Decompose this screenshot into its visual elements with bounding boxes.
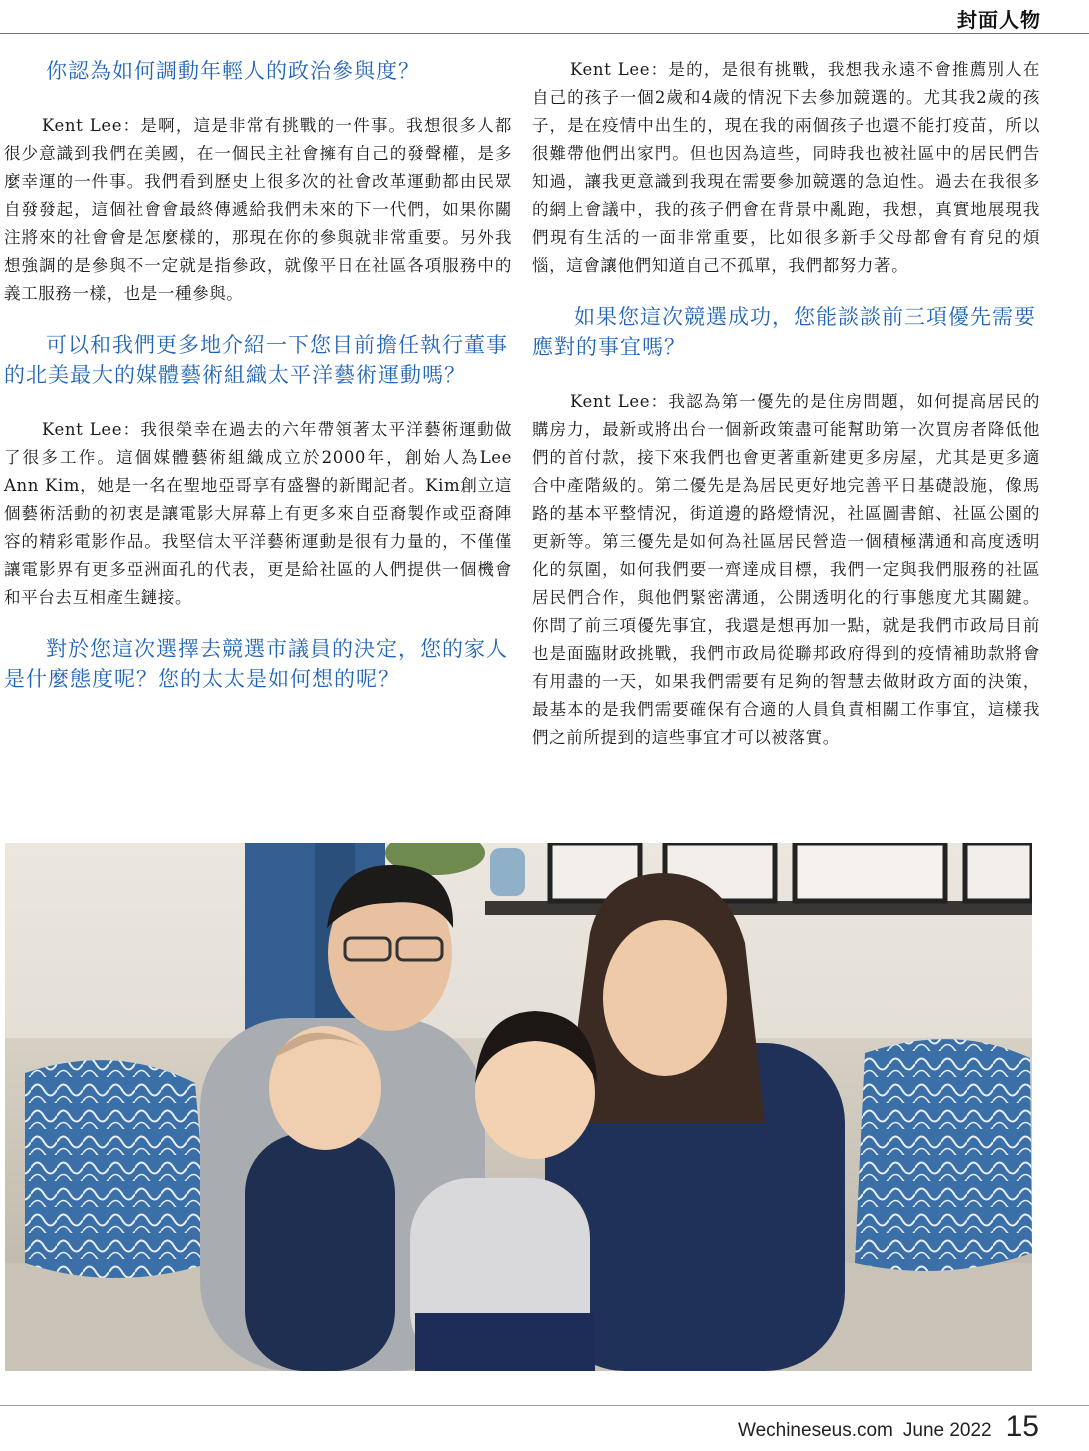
footer-divider bbox=[0, 1405, 1089, 1406]
section-label: 封面人物 bbox=[957, 8, 1041, 32]
family-photo-icon bbox=[5, 843, 1032, 1371]
left-column bbox=[4, 56, 512, 694]
page-number: 15 bbox=[1005, 1410, 1039, 1443]
question-heading: 如果您這次競選成功，您能談談前三項優先需要應對的事宜嗎？ bbox=[532, 305, 1036, 359]
answer-paragraph: Kent Lee：我認為第一優先的是住房問題，如何提高居民的購房力，最新或將出台一個新政策盡可能幫助第一次買房者降低他們的首付款，接下來我們也會更著重新建更多房屋，尤其是更多適合中產階級的。第二優先是為居民更好地完善平日基礎設施，像馬路的基本平整情況，街道邊的路燈情況，社區圖書館、社區公園的更新等。第三優先是如何為社區居民營造一個積極溝通和高度透明化的氛圍，如何我們要一齊達成目標，我們一定與我們服務的社區居民們合作，與他們緊密溝通，公開透明化的行事態度尤其關鍵。你問了前三項優先事宜，我還是想再加一點，就是我們市政局目前也是面臨財政挑戰，我們市政局從聯邦政府得到的疫情補助款將會有用盡的一天，如果我們需要有足夠的智慧去做財政方面的決策，最基本的是我們需要確保有合適的人員負責相關工作事宜，這樣我們之前所提到的這些事宜才可以被落實。 bbox=[532, 392, 1040, 747]
right-column bbox=[532, 56, 1040, 752]
question-heading: 可以和我們更多地介紹一下您目前擔任執行董事的北美最大的媒體藝術組織太平洋藝術運動嗎？ bbox=[4, 333, 508, 387]
answer-paragraph: Kent Lee：我很榮幸在過去的六年帶領著太平洋藝術運動做了很多工作。這個媒體藝術組織成立於2000年，創始人為Lee Ann Kim，她是一名在聖地亞哥享有盛譽的新聞記者。Kim創立這個藝術活動的初衷是讓電影大屏幕上有更多來自亞裔製作或亞裔陣容的精彩電影作品。我堅信太平洋藝術運動是很有力量的，不僅僅讓電影界有更多亞洲面孔的代表，更是給社區的人們提供一個機會和平台去互相產生鏈接。 bbox=[4, 420, 512, 607]
header-divider bbox=[0, 33, 1089, 34]
question-heading: 你認為如何調動年輕人的政治參與度？ bbox=[46, 59, 420, 83]
footer-website: Wechineseus.com bbox=[737, 1420, 893, 1441]
answer-paragraph: Kent Lee：是的，是很有挑戰，我想我永遠不會推薦別人在自己的孩子一個2歲和4歲的情況下去參加競選的。尤其我2歲的孩子，是在疫情中出生的，現在我的兩個孩子也還不能打疫苗，所以很難帶他們出家門。但也因為這些，同時我也被社區中的居民們告知過，讓我更意識到我現在需要參加競選的急迫性。過去在我很多的網上會議中，我的孩子們會在背景中亂跑，我想，真實地展現我們現有生活的一面非常重要，比如很多新手父母都會有育兒的煩惱，這會讓他們知道自己不孤單，我們都努力著。 bbox=[532, 60, 1040, 275]
page-footer bbox=[738, 1410, 1039, 1444]
question-heading: 對於您這次選擇去競選市議員的決定，您的家人是什麼態度呢？您的太太是如何想的呢？ bbox=[4, 637, 508, 691]
footer-date: June 2022 bbox=[902, 1420, 992, 1441]
family-photo bbox=[5, 843, 1032, 1371]
answer-paragraph: Kent Lee：是啊，這是非常有挑戰的一件事。我想很多人都很少意識到我們在美國，在一個民主社會擁有自己的發聲權，是多麼幸運的一件事。我們看到歷史上很多次的社會改革運動都由民眾自發發起，這個社會會最終傳遞給我們未來的下一代們，如果你關注將來的社會會是怎麼樣的，那現在你的參與就非常重要。另外我想強調的是參與不一定就是指參政，就像平日在社區各項服務中的義工服務一樣，也是一種參與。 bbox=[4, 116, 512, 303]
